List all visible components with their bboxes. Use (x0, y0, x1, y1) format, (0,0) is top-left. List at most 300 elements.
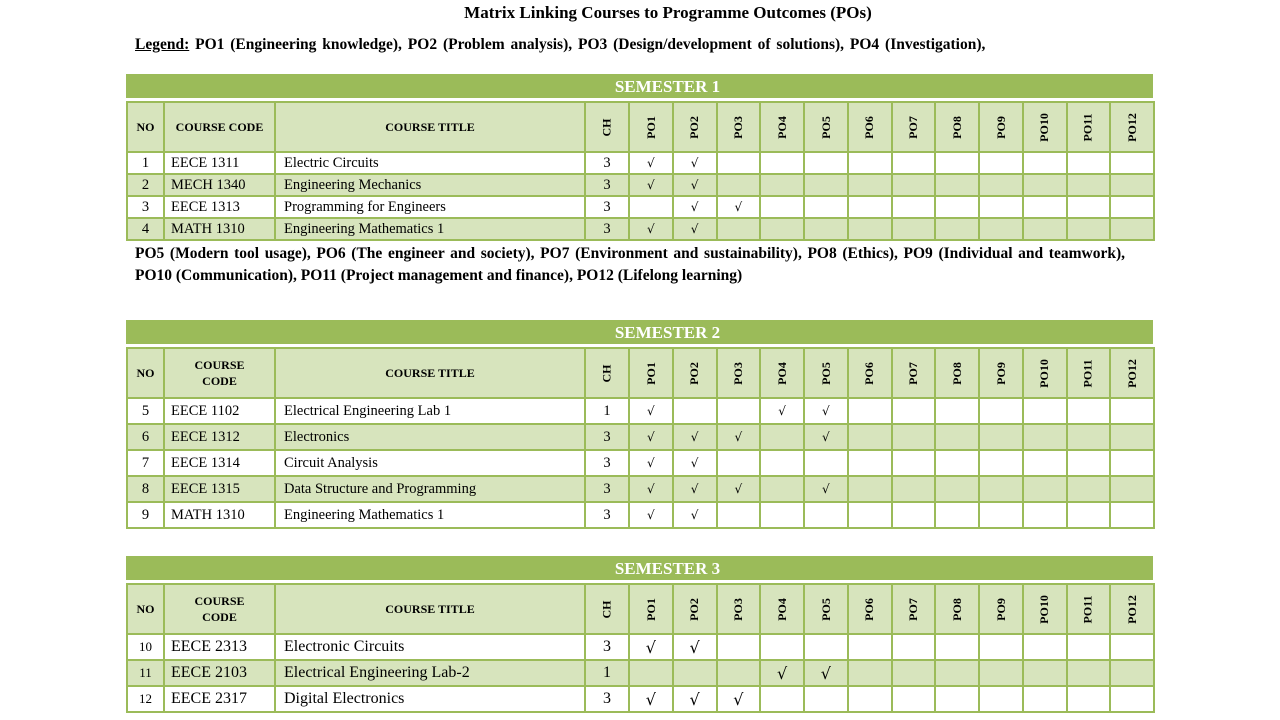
course-code: EECE 2313 (164, 634, 275, 660)
header-po9 (979, 584, 1023, 634)
po9-cell (979, 218, 1023, 240)
po12-cell (1110, 424, 1154, 450)
po4-cell (760, 424, 804, 450)
check-mark-icon: √ (647, 430, 655, 444)
po6-cell (848, 686, 892, 712)
header-po-label: PO4 (774, 597, 789, 621)
page-title: Matrix Linking Courses to Programme Outcomes (POs) (464, 3, 872, 22)
check-mark-icon: √ (733, 689, 744, 709)
po8-cell (935, 660, 979, 686)
po10-cell (1023, 660, 1067, 686)
course-po-table (126, 347, 1155, 529)
po10-cell (1023, 196, 1067, 218)
header-po7 (892, 584, 936, 634)
header-po3 (717, 584, 761, 634)
po10-cell (1023, 476, 1067, 502)
po4-cell (760, 686, 804, 712)
po12-cell (1110, 218, 1154, 240)
header-po-label: PO10 (1037, 594, 1052, 624)
check-mark-icon: √ (647, 404, 655, 418)
po3-cell (717, 634, 761, 660)
header-po-label: PO3 (730, 115, 745, 139)
header-po-label: PO10 (1037, 358, 1052, 388)
po1-cell (629, 634, 673, 660)
header-po-label: PO5 (818, 115, 833, 139)
header-po-label: PO8 (949, 361, 964, 385)
header-po11 (1067, 102, 1111, 152)
check-mark-icon: √ (690, 430, 699, 444)
check-mark-icon: √ (820, 663, 831, 683)
po4-cell (760, 502, 804, 528)
po7-cell (892, 398, 936, 424)
header-po-label: PO1 (643, 361, 658, 385)
course-no: 3 (127, 196, 164, 218)
header-po7 (892, 348, 936, 398)
po2-cell (673, 196, 717, 218)
po5-cell (804, 424, 848, 450)
course-row (127, 502, 1154, 528)
header-po1 (629, 584, 673, 634)
header-po2 (673, 102, 717, 152)
po2-cell (673, 476, 717, 502)
course-title: Engineering Mathematics 1 (275, 502, 585, 528)
header-po-label: PO10 (1037, 112, 1052, 142)
header-po-label: PO11 (1080, 594, 1095, 624)
header-po4 (760, 584, 804, 634)
header-course-title: COURSE TITLE (275, 584, 585, 634)
po7-cell (892, 686, 936, 712)
po3-cell (717, 660, 761, 686)
po12-cell (1110, 660, 1154, 686)
po9-cell (979, 152, 1023, 174)
course-row (127, 450, 1154, 476)
po11-cell (1067, 398, 1111, 424)
po9-cell (979, 398, 1023, 424)
po11-cell (1067, 450, 1111, 476)
course-code: MATH 1310 (164, 218, 275, 240)
check-mark-icon: √ (647, 222, 655, 236)
po12-cell (1110, 398, 1154, 424)
header-po-label: PO3 (730, 597, 745, 621)
header-ch-label: CH (599, 364, 614, 382)
check-mark-icon: √ (647, 178, 655, 192)
po8-cell (935, 502, 979, 528)
po7-cell (892, 660, 936, 686)
po8-cell (935, 196, 979, 218)
po9-cell (979, 424, 1023, 450)
header-po1 (629, 102, 673, 152)
po4-cell (760, 398, 804, 424)
header-po-label: PO9 (993, 115, 1008, 139)
header-po-label: PO11 (1080, 358, 1095, 388)
check-mark-icon: √ (690, 200, 699, 214)
po2-cell (673, 634, 717, 660)
po9-cell (979, 476, 1023, 502)
po9-cell (979, 634, 1023, 660)
course-title: Programming for Engineers (275, 196, 585, 218)
po11-cell (1067, 424, 1111, 450)
po11-cell (1067, 502, 1111, 528)
po6-cell (848, 196, 892, 218)
course-title: Circuit Analysis (275, 450, 585, 476)
po11-cell (1067, 152, 1111, 174)
po4-cell (760, 450, 804, 476)
po5-cell (804, 196, 848, 218)
header-po6 (848, 102, 892, 152)
po12-cell (1110, 476, 1154, 502)
po3-cell (717, 152, 761, 174)
credit-hours: 3 (585, 634, 629, 660)
po1-cell (629, 686, 673, 712)
header-po2 (673, 584, 717, 634)
header-po-label: PO4 (774, 115, 789, 139)
po5-cell (804, 450, 848, 476)
header-po5 (804, 348, 848, 398)
po10-cell (1023, 218, 1067, 240)
course-code: EECE 1313 (164, 196, 275, 218)
credit-hours: 3 (585, 424, 629, 450)
po10-cell (1023, 502, 1067, 528)
po11-cell (1067, 174, 1111, 196)
po12-cell (1110, 450, 1154, 476)
header-no: NO (127, 584, 164, 634)
semester-2-table (126, 320, 1153, 529)
course-row (127, 424, 1154, 450)
po1-cell (629, 660, 673, 686)
po2-cell (673, 660, 717, 686)
header-ch-label: CH (599, 600, 614, 618)
course-row (127, 174, 1154, 196)
po12-cell (1110, 174, 1154, 196)
check-mark-icon: √ (690, 178, 699, 192)
po7-cell (892, 502, 936, 528)
po7-cell (892, 218, 936, 240)
check-mark-icon: √ (690, 508, 699, 522)
credit-hours: 3 (585, 686, 629, 712)
header-no: NO (127, 102, 164, 152)
po3-cell (717, 174, 761, 196)
course-code: EECE 1311 (164, 152, 275, 174)
header-po-label: PO5 (818, 597, 833, 621)
header-po-label: PO12 (1124, 358, 1139, 388)
po6-cell (848, 174, 892, 196)
po12-cell (1110, 686, 1154, 712)
po8-cell (935, 174, 979, 196)
po2-cell (673, 152, 717, 174)
po1-cell (629, 398, 673, 424)
po1-cell (629, 174, 673, 196)
credit-hours: 3 (585, 174, 629, 196)
po7-cell (892, 196, 936, 218)
header-po5 (804, 102, 848, 152)
header-ch-label: CH (599, 118, 614, 136)
check-mark-icon: √ (689, 689, 700, 709)
po9-cell (979, 660, 1023, 686)
po9-cell (979, 450, 1023, 476)
po7-cell (892, 450, 936, 476)
po5-cell (804, 634, 848, 660)
header-po-label: PO2 (687, 115, 702, 139)
po6-cell (848, 660, 892, 686)
po4-cell (760, 196, 804, 218)
course-po-table (126, 101, 1155, 241)
header-po2 (673, 348, 717, 398)
check-mark-icon: √ (734, 200, 743, 214)
check-mark-icon: √ (645, 637, 656, 657)
course-row (127, 398, 1154, 424)
po3-cell (717, 686, 761, 712)
po11-cell (1067, 660, 1111, 686)
legend-label: Legend: (135, 36, 190, 53)
po11-cell (1067, 196, 1111, 218)
po9-cell (979, 174, 1023, 196)
legend-text-1: PO1 (Engineering knowledge), PO2 (Problem analysis), PO3 (Design/development of solutions), PO4 (Investigation), (195, 36, 986, 53)
header-po10 (1023, 102, 1067, 152)
course-no: 1 (127, 152, 164, 174)
course-no: 6 (127, 424, 164, 450)
header-course-title: COURSE TITLE (275, 348, 585, 398)
po5-cell (804, 502, 848, 528)
header-po3 (717, 348, 761, 398)
course-title: Electrical Engineering Lab 1 (275, 398, 585, 424)
header-po-label: PO4 (774, 361, 789, 385)
course-title: Engineering Mechanics (275, 174, 585, 196)
po4-cell (760, 152, 804, 174)
po11-cell (1067, 686, 1111, 712)
course-code: EECE 1315 (164, 476, 275, 502)
po7-cell (892, 634, 936, 660)
check-mark-icon: √ (822, 430, 830, 444)
po7-cell (892, 424, 936, 450)
check-mark-icon: √ (822, 482, 830, 496)
course-title: Electronics (275, 424, 585, 450)
po3-cell (717, 424, 761, 450)
po2-cell (673, 174, 717, 196)
course-code: MATH 1310 (164, 502, 275, 528)
po10-cell (1023, 152, 1067, 174)
header-po-label: PO9 (993, 361, 1008, 385)
course-code: EECE 1102 (164, 398, 275, 424)
po9-cell (979, 196, 1023, 218)
po10-cell (1023, 174, 1067, 196)
course-title: Electronic Circuits (275, 634, 585, 660)
course-po-table (126, 583, 1155, 713)
header-course-code: COURSE CODE (164, 584, 275, 634)
po11-cell (1067, 634, 1111, 660)
course-code: EECE 1314 (164, 450, 275, 476)
po12-cell (1110, 634, 1154, 660)
po1-cell (629, 218, 673, 240)
check-mark-icon: √ (689, 637, 700, 657)
credit-hours: 3 (585, 476, 629, 502)
po2-cell (673, 450, 717, 476)
header-po8 (935, 584, 979, 634)
course-no: 4 (127, 218, 164, 240)
header-po-label: PO11 (1080, 112, 1095, 142)
course-title: Electric Circuits (275, 152, 585, 174)
po7-cell (892, 174, 936, 196)
po8-cell (935, 634, 979, 660)
course-row (127, 660, 1154, 686)
header-po3 (717, 102, 761, 152)
po2-cell (673, 686, 717, 712)
po7-cell (892, 476, 936, 502)
po7-cell (892, 152, 936, 174)
po2-cell (673, 218, 717, 240)
semester-title: SEMESTER 3 (126, 556, 1153, 583)
po5-cell (804, 174, 848, 196)
po3-cell (717, 450, 761, 476)
header-po12 (1110, 584, 1154, 634)
header-po-label: PO8 (949, 597, 964, 621)
course-no: 9 (127, 502, 164, 528)
semester-1-table (126, 74, 1153, 241)
po2-cell (673, 398, 717, 424)
check-mark-icon: √ (778, 404, 786, 418)
credit-hours: 3 (585, 152, 629, 174)
header-po9 (979, 102, 1023, 152)
semester-title: SEMESTER 2 (126, 320, 1153, 347)
header-po12 (1110, 102, 1154, 152)
po3-cell (717, 398, 761, 424)
check-mark-icon: √ (647, 508, 655, 522)
header-po-label: PO6 (862, 597, 877, 621)
header-po8 (935, 102, 979, 152)
po6-cell (848, 152, 892, 174)
po11-cell (1067, 476, 1111, 502)
course-code: EECE 1312 (164, 424, 275, 450)
po2-cell (673, 424, 717, 450)
course-title: Engineering Mathematics 1 (275, 218, 585, 240)
header-course-code: COURSE CODE (164, 102, 275, 152)
course-row (127, 218, 1154, 240)
header-po-label: PO6 (862, 361, 877, 385)
credit-hours: 1 (585, 398, 629, 424)
po3-cell (717, 218, 761, 240)
header-po4 (760, 348, 804, 398)
po1-cell (629, 152, 673, 174)
check-mark-icon: √ (822, 404, 830, 418)
po12-cell (1110, 502, 1154, 528)
po2-cell (673, 502, 717, 528)
po5-cell (804, 476, 848, 502)
po1-cell (629, 450, 673, 476)
po10-cell (1023, 634, 1067, 660)
po1-cell (629, 502, 673, 528)
header-po-label: PO7 (905, 115, 920, 139)
header-po5 (804, 584, 848, 634)
header-po-label: PO1 (643, 115, 658, 139)
po6-cell (848, 218, 892, 240)
header-course-title: COURSE TITLE (275, 102, 585, 152)
header-po-label: PO12 (1124, 594, 1139, 624)
po9-cell (979, 686, 1023, 712)
credit-hours: 3 (585, 218, 629, 240)
header-po-label: PO2 (687, 597, 702, 621)
po5-cell (804, 152, 848, 174)
po8-cell (935, 686, 979, 712)
course-no: 2 (127, 174, 164, 196)
header-po-label: PO6 (862, 115, 877, 139)
course-no: 10 (127, 634, 164, 660)
po4-cell (760, 476, 804, 502)
check-mark-icon: √ (647, 482, 655, 496)
check-mark-icon: √ (734, 482, 743, 496)
course-row (127, 152, 1154, 174)
po1-cell (629, 476, 673, 502)
header-ch (585, 348, 629, 398)
po3-cell (717, 476, 761, 502)
po6-cell (848, 424, 892, 450)
header-po9 (979, 348, 1023, 398)
po8-cell (935, 152, 979, 174)
check-mark-icon: √ (690, 482, 699, 496)
course-row (127, 476, 1154, 502)
header-po4 (760, 102, 804, 152)
po4-cell (760, 174, 804, 196)
po6-cell (848, 398, 892, 424)
po6-cell (848, 476, 892, 502)
course-title: Electrical Engineering Lab-2 (275, 660, 585, 686)
po5-cell (804, 686, 848, 712)
po11-cell (1067, 218, 1111, 240)
header-po-label: PO3 (730, 361, 745, 385)
check-mark-icon: √ (777, 663, 788, 683)
header-po-label: PO8 (949, 115, 964, 139)
header-po10 (1023, 348, 1067, 398)
po1-cell (629, 196, 673, 218)
course-no: 5 (127, 398, 164, 424)
po12-cell (1110, 152, 1154, 174)
course-no: 12 (127, 686, 164, 712)
po9-cell (979, 502, 1023, 528)
credit-hours: 3 (585, 502, 629, 528)
course-row (127, 686, 1154, 712)
po8-cell (935, 424, 979, 450)
semester-title: SEMESTER 1 (126, 74, 1153, 101)
check-mark-icon: √ (690, 456, 699, 470)
semester-3-table (126, 556, 1153, 713)
po5-cell (804, 660, 848, 686)
po8-cell (935, 450, 979, 476)
course-row (127, 196, 1154, 218)
course-title: Data Structure and Programming (275, 476, 585, 502)
header-po11 (1067, 348, 1111, 398)
course-title: Digital Electronics (275, 686, 585, 712)
po6-cell (848, 634, 892, 660)
po4-cell (760, 660, 804, 686)
check-mark-icon: √ (734, 430, 743, 444)
check-mark-icon: √ (645, 689, 656, 709)
po10-cell (1023, 398, 1067, 424)
header-po6 (848, 584, 892, 634)
course-no: 11 (127, 660, 164, 686)
po6-cell (848, 450, 892, 476)
header-po-label: PO7 (905, 361, 920, 385)
credit-hours: 1 (585, 660, 629, 686)
po10-cell (1023, 686, 1067, 712)
header-po12 (1110, 348, 1154, 398)
check-mark-icon: √ (647, 456, 655, 470)
po6-cell (848, 502, 892, 528)
header-course-code: COURSE CODE (164, 348, 275, 398)
po10-cell (1023, 450, 1067, 476)
header-po10 (1023, 584, 1067, 634)
po8-cell (935, 218, 979, 240)
header-po-label: PO5 (818, 361, 833, 385)
course-row (127, 634, 1154, 660)
header-no: NO (127, 348, 164, 398)
